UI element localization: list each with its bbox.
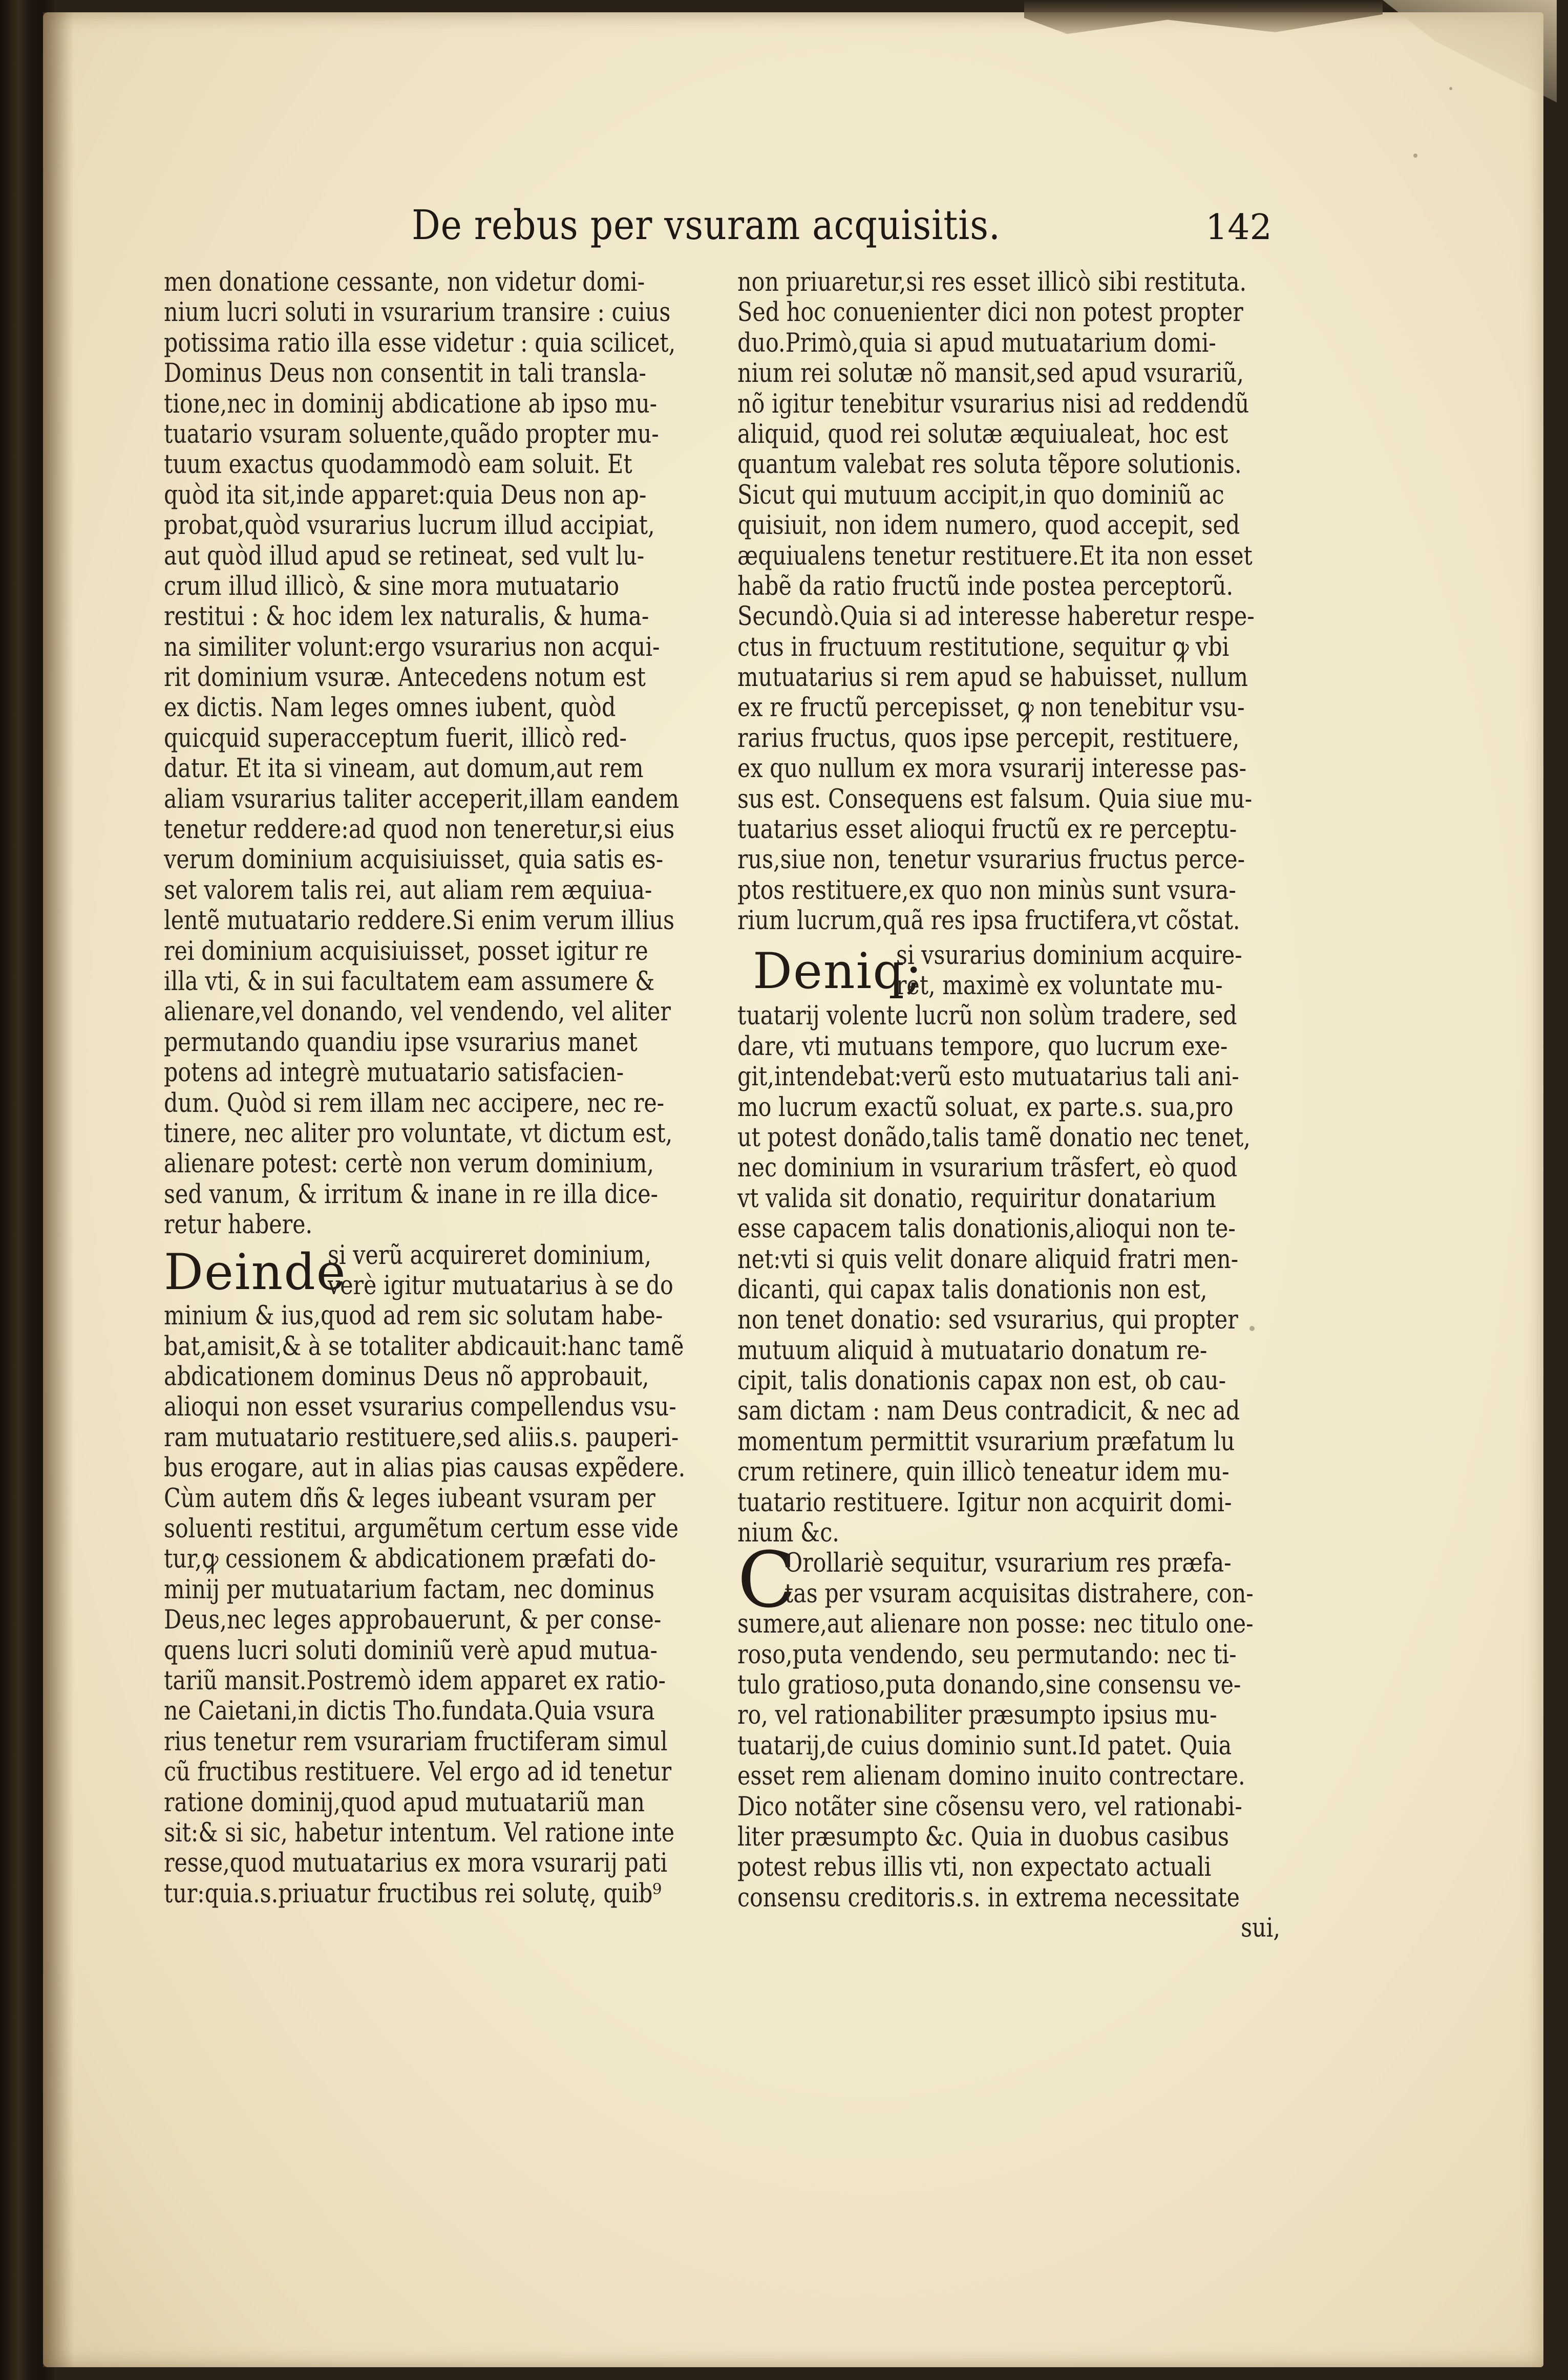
text-line: tinere, nec aliter pro voluntate, vt dictum est, xyxy=(164,1118,673,1149)
text-line: esse capacem talis donationis,alioqui non te- xyxy=(737,1214,1236,1245)
text-line: quòd ita sit,inde apparet:quia Deus non ap- xyxy=(164,480,647,510)
text-line: tuatario vsuram soluente,quãdo propter mu- xyxy=(164,419,659,449)
text-line: ptos restituere,ex quo non minùs sunt vsura- xyxy=(737,875,1236,906)
text-line: men donatione cessante, non videtur domi- xyxy=(164,267,645,297)
text-line: potissima ratio illa esse videtur : quia scilicet, xyxy=(164,328,676,358)
text-line: rei dominium acquisiuisset, posset igitur re xyxy=(164,936,648,967)
text-line: sam dictam : nam Deus contradicit, & nec ad xyxy=(737,1396,1240,1427)
text-line: ut potest donãdo,talis tamẽ donatio nec tenet, xyxy=(737,1122,1251,1153)
text-line: cipit, talis donationis capax non est, ob cau- xyxy=(737,1366,1226,1397)
text-line: mutuum aliquid à mutuatario donatum re- xyxy=(737,1335,1207,1366)
text-line: tas per vsuram acquisitas distrahere, con- xyxy=(785,1578,1254,1609)
text-line: aliquid, quod rei solutæ æquiualeat, hoc est xyxy=(737,419,1228,449)
text-line: restitui : & hoc idem lex naturalis, & huma- xyxy=(164,602,649,632)
corollarie-paragraph xyxy=(737,1609,1280,1913)
text-line: Secundò.Quia si ad interesse haberetur respe- xyxy=(737,602,1255,632)
running-title: De rebus per vsuram acquisitis. xyxy=(412,201,1001,249)
text-line: nec dominium in vsurarium trãsfert, eò quod xyxy=(737,1153,1238,1184)
corollarie-first-lines xyxy=(785,1548,1281,1609)
right-column xyxy=(737,267,1280,1944)
text-line: Sicut qui mutuum accipit,in quo dominiũ ac xyxy=(737,480,1224,510)
deniq-first-lines xyxy=(896,940,1280,1001)
text-line: si verũ acquireret dominium, xyxy=(328,1240,651,1271)
text-line: ret, maximè ex voluntate mu- xyxy=(896,970,1223,1001)
text-line: quantum valebat res soluta tẽpore solutionis. xyxy=(737,449,1242,480)
text-line: dare, vti mutuans tempore, quo lucrum exe- xyxy=(737,1031,1228,1062)
deinde-first-lines xyxy=(328,1240,696,1301)
text-line: bus erogare, aut in alias pias causas expẽdere. xyxy=(164,1453,686,1484)
text-line: potens ad integrè mutuatario satisfacien- xyxy=(164,1058,624,1088)
text-line: ex dictis. Nam leges omnes iubent, quòd xyxy=(164,693,616,723)
text-line: alienare potest: certè non verum dominium, xyxy=(164,1149,654,1180)
text-line: probat,quòd vsurarius lucrum illud accipiat, xyxy=(164,510,655,541)
text-line: aliam vsurarius taliter acceperit,illam eandem xyxy=(164,784,680,814)
text-line: potest rebus illis vti, non expectato actuali xyxy=(737,1852,1212,1883)
text-line: ram mutuatario restituere,sed aliis.s. pauperi- xyxy=(164,1422,679,1453)
text-line: Orollariè sequitur, vsurarium res præfa- xyxy=(785,1548,1232,1579)
text-line: ctus in fructuum restitutione, sequitur ꝙ vbi xyxy=(737,632,1230,662)
text-line: si vsurarius dominium acquire- xyxy=(896,940,1242,971)
text-line: verum dominium acquisiuisset, quia satis es- xyxy=(164,845,664,875)
text-line: duo.Primò,quia si apud mutuatarium domi- xyxy=(737,328,1216,358)
text-line: na similiter volunt:ergo vsurarius non acqui- xyxy=(164,632,660,662)
text-line: non tenet donatio: sed vsurarius, qui propter xyxy=(737,1305,1238,1336)
text-line: soluenti restitui, argumẽtum certum esse vide xyxy=(164,1514,679,1545)
text-line: tuatarius esset alioqui fructũ ex re perceptu- xyxy=(737,814,1237,845)
text-line: abdicationem dominus Deus nõ approbauit, xyxy=(164,1362,649,1392)
ink-speck xyxy=(1449,87,1452,90)
text-line: ro, vel rationabiliter præsumpto ipsius mu- xyxy=(737,1700,1217,1731)
text-line: nium lucri soluti in vsurarium transire : cuius xyxy=(164,297,671,328)
left-column xyxy=(164,267,696,1909)
text-line: tenetur reddere:ad quod non teneretur,si eius xyxy=(164,814,675,845)
text-line: tur:quia.s.priuatur fructibus rei solutę, quib⁹ xyxy=(164,1878,662,1909)
text-line: tariũ mansit.Postremò idem apparet ex ratio- xyxy=(164,1665,666,1696)
text-line: Dominus Deus non consentit in tali transla- xyxy=(164,358,647,389)
text-line: vt valida sit donatio, requiritur donatarium xyxy=(737,1183,1216,1214)
text-line: ne Caietani,in dictis Tho.fundata.Quia vsura xyxy=(164,1696,655,1727)
text-line: sed vanum, & irritum & inane in re illa dice- xyxy=(164,1179,659,1210)
text-line: datur. Et ita si vineam, aut domum,aut rem xyxy=(164,754,644,784)
text-line: tuatario restituere. Igitur non acquirit domi- xyxy=(737,1487,1232,1518)
text-line: tuatarij,de cuius dominio sunt.Id patet. Quia xyxy=(737,1730,1232,1761)
text-line: dicanti, qui capax talis donationis non est, xyxy=(737,1274,1207,1305)
drop-word-deniq: Deniq; xyxy=(753,942,923,1000)
text-line: æquiualens tenetur restituere.Et ita non esset xyxy=(737,541,1253,571)
text-line: lentẽ mutuatario reddere.Si enim verum illius xyxy=(164,906,675,936)
text-line: verè igitur mutuatarius à se do xyxy=(328,1270,673,1301)
text-line: nõ igitur tenebitur vsurarius nisi ad reddendũ xyxy=(737,389,1249,419)
left-paragraph-1 xyxy=(164,267,696,1240)
text-line: habẽ da ratio fructũ inde postea perceptorũ. xyxy=(737,571,1234,602)
text-line: rium lucrum,quã res ipsa fructifera,vt cõstat. xyxy=(737,906,1240,936)
text-line: quens lucri soluti dominiũ verè apud mutua- xyxy=(164,1635,658,1666)
text-line: non priuaretur,si res esset illicò sibi restituta. xyxy=(737,267,1247,297)
text-line: crum retinere, quin illicò teneatur idem mu- xyxy=(737,1457,1230,1488)
text-line: ratione dominij,quod apud mutuatariũ man xyxy=(164,1787,645,1818)
text-line: tuatarij volente lucrũ non solùm tradere, sed xyxy=(737,1001,1237,1032)
text-line: liter præsumpto &c. Quia in duobus casibus xyxy=(737,1821,1229,1852)
text-line: net:vti si quis velit donare aliquid fratri men- xyxy=(737,1244,1239,1275)
deinde-opening xyxy=(164,1240,696,1301)
text-line: nium rei solutæ nõ mansit,sed apud vsurariũ, xyxy=(737,358,1244,389)
text-line: roso,puta vendendo, seu permutando: nec ti- xyxy=(737,1639,1237,1670)
text-line: consensu creditoris.s. in extrema necessitate xyxy=(737,1882,1240,1913)
text-line: ex quo nullum ex mora vsurarij interesse pas- xyxy=(737,754,1247,784)
text-line: Deus,nec leges approbauerunt, & per conse- xyxy=(164,1605,662,1636)
text-line: git,intendebat:verũ esto mutuatarius tali ani- xyxy=(737,1062,1239,1092)
text-line: tulo gratioso,puta donando,sine consensu ve- xyxy=(737,1670,1241,1700)
catchword: sui, xyxy=(1241,1913,1280,1944)
text-line: Dico notãter sine cõsensu vero, vel rationabi- xyxy=(737,1791,1242,1822)
text-line: alienare,vel donando, vel vendendo, vel aliter xyxy=(164,997,671,1027)
text-line: nium &c. xyxy=(737,1518,839,1549)
text-line: minij per mutuatarium factam, nec dominus xyxy=(164,1574,654,1605)
text-line: quisiuit, non idem numero, quod accepit, sed xyxy=(737,510,1240,541)
text-line: sus est. Consequens est falsum. Quia siue mu- xyxy=(737,784,1253,814)
text-line: cũ fructibus restituere. Vel ergo ad id tenetur xyxy=(164,1757,672,1788)
text-line: rius tenetur rem vsurariam fructiferam simul xyxy=(164,1726,668,1757)
page-header xyxy=(43,200,1543,256)
text-line: esset rem alienam domino inuito contrectare. xyxy=(737,1761,1245,1792)
text-line: set valorem talis rei, aut aliam rem æquiua- xyxy=(164,875,652,906)
text-line: tur,ꝙ cessionem & abdicationem præfati do- xyxy=(164,1544,656,1575)
drop-word-deinde: Deinde xyxy=(164,1243,347,1301)
text-line: dum. Quòd si rem illam nec accipere, nec re- xyxy=(164,1088,665,1119)
text-line: retur habere. xyxy=(164,1210,313,1240)
text-line: mutuatarius si rem apud se habuisset, nullum xyxy=(737,662,1248,693)
catchword-row xyxy=(737,1913,1280,1943)
ink-speck xyxy=(1413,154,1417,158)
text-line: tione,nec in dominij abdicatione ab ipso mu- xyxy=(164,389,658,419)
binding-gutter xyxy=(43,12,74,2367)
right-paragraph-1 xyxy=(737,267,1280,936)
text-line: minium & ius,quod ad rem sic solutam habe- xyxy=(164,1301,663,1332)
page-number: 142 xyxy=(1205,207,1272,248)
text-line: Cùm autem dñs & leges iubeant vsuram per xyxy=(164,1483,655,1514)
text-line: rarius fructus, quos ipse percepit, restituere, xyxy=(737,723,1240,754)
text-line: Sed hoc conuenienter dici non potest propter xyxy=(737,297,1243,328)
deniq-paragraph xyxy=(737,1001,1280,1548)
text-line: aut quòd illud apud se retineat, sed vult lu- xyxy=(164,541,645,571)
text-line: resse,quod mutuatarius ex mora vsurarij pati xyxy=(164,1848,668,1879)
text-line: mo lucrum exactũ soluat, ex parte.s. sua,pro xyxy=(737,1092,1234,1123)
text-line: bat,amisit,& à se totaliter abdicauit:hanc tamẽ xyxy=(164,1331,684,1362)
initial-letter-c: C xyxy=(737,1536,796,1625)
text-line: ex re fructũ percepisset, ꝙ non tenebitur vsu- xyxy=(737,693,1245,723)
text-line: crum illud illicò, & sine mora mutuatario xyxy=(164,571,620,602)
deniq-opening xyxy=(737,940,1280,1001)
text-line: sit:& si sic, habetur intentum. Vel ratione inte xyxy=(164,1817,675,1848)
text-line: rus,siue non, tenetur vsurarius fructus perce- xyxy=(737,845,1245,875)
text-line: permutando quandiu ipse vsurarius manet xyxy=(164,1027,638,1058)
text-line: quicquid superacceptum fuerit, illicò red- xyxy=(164,723,627,754)
text-line: alioqui non esset vsurarius compellendus vsu- xyxy=(164,1392,676,1423)
text-line: tuum exactus quodammodò eam soluit. Et xyxy=(164,449,632,480)
text-line: momentum permittit vsurarium præfatum lu xyxy=(737,1426,1235,1457)
text-line: illa vti, & in sui facultatem eam assumere & xyxy=(164,966,655,997)
text-line: sumere,aut alienare non posse: nec titulo one- xyxy=(737,1609,1254,1640)
text-line: rit dominium vsuræ. Antecedens notum est xyxy=(164,662,646,693)
deinde-paragraph xyxy=(164,1301,696,1909)
